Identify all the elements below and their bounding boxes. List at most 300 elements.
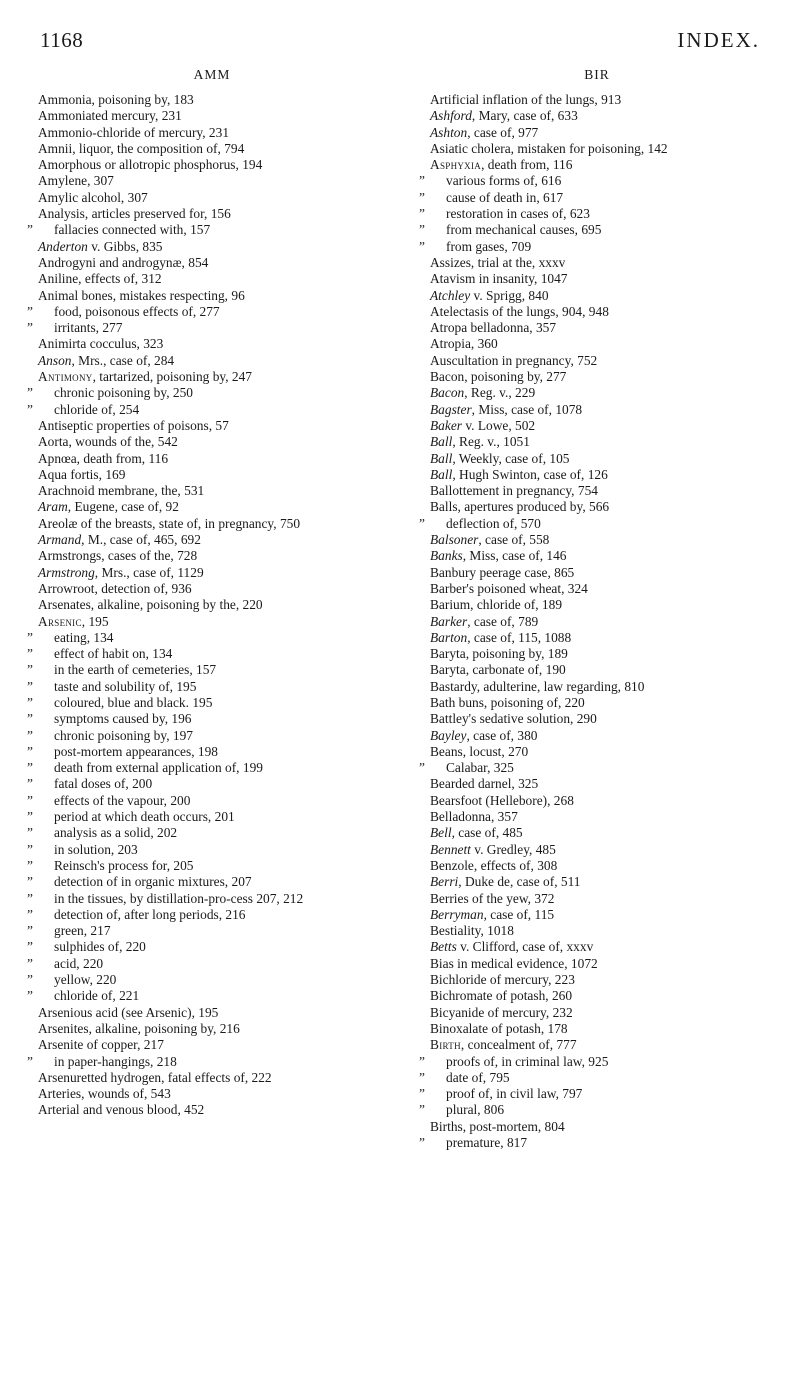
index-entry bbox=[38, 369, 386, 384]
index-entry-text: Atchley v. Sprigg, 840 bbox=[430, 287, 549, 303]
index-entry-text: Antiseptic properties of poisons, 57 bbox=[38, 417, 229, 433]
index-entry bbox=[38, 451, 386, 466]
index-entry-text: Amylene, 307 bbox=[38, 173, 114, 189]
entry-dash: ” bbox=[27, 857, 33, 873]
index-entry bbox=[27, 874, 386, 890]
index-entry-text: Berries of the yew, 372 bbox=[430, 890, 555, 906]
index-entry-text: Bell, case of, 485 bbox=[430, 825, 523, 841]
index-entry bbox=[38, 157, 386, 172]
index-entry bbox=[38, 532, 386, 547]
index-entry-text: fallacies connected with, 157 bbox=[54, 222, 211, 238]
index-entry-text: analysis as a solid, 202 bbox=[54, 825, 178, 841]
index-entry-text: irritants, 277 bbox=[54, 320, 123, 336]
index-entry bbox=[430, 907, 764, 922]
entry-dash: ” bbox=[27, 711, 33, 727]
index-entry-text: Ball, Reg. v., 1051 bbox=[430, 434, 530, 450]
entry-dash: ” bbox=[419, 1053, 425, 1069]
index-entry bbox=[27, 972, 386, 988]
right-column bbox=[412, 67, 764, 1151]
index-entry-text: Arrowroot, detection of, 936 bbox=[38, 580, 192, 596]
entry-dash: ” bbox=[27, 809, 33, 825]
index-entry-text: Bastardy, adulterine, law regarding, 810 bbox=[430, 678, 645, 694]
index-entry-text: date of, 795 bbox=[446, 1069, 510, 1085]
index-entry bbox=[430, 108, 764, 123]
entry-dash: ” bbox=[27, 841, 33, 857]
index-entry bbox=[430, 92, 764, 107]
index-entry-text: proofs of, in criminal law, 925 bbox=[446, 1053, 609, 1069]
index-entry bbox=[419, 1053, 764, 1069]
index-entry bbox=[419, 189, 764, 205]
index-entry-text: Armand, M., case of, 465, 692 bbox=[38, 532, 201, 548]
index-entry bbox=[27, 890, 386, 906]
index-entry bbox=[430, 336, 764, 351]
index-entry bbox=[430, 614, 764, 629]
index-entry-text: Reinsch's process for, 205 bbox=[54, 857, 194, 873]
index-entry-text: Calabar, 325 bbox=[446, 760, 514, 776]
index-entry-text: Balls, apertures produced by, 566 bbox=[430, 499, 610, 515]
index-entry bbox=[38, 1005, 386, 1020]
index-entry-text: Apnœa, death from, 116 bbox=[38, 450, 169, 466]
entry-dash: ” bbox=[27, 874, 33, 890]
entry-dash: ” bbox=[27, 988, 33, 1004]
index-entry-text: Bichloride of mercury, 223 bbox=[430, 972, 575, 988]
entry-dash: ” bbox=[419, 1086, 425, 1102]
right-entry-list bbox=[419, 92, 764, 1150]
index-entry-text: Berryman, case of, 115 bbox=[430, 906, 555, 922]
index-columns bbox=[27, 67, 766, 1151]
index-entry-text: Arterial and venous blood, 452 bbox=[38, 1102, 205, 1118]
index-entry-text: Ball, Hugh Swinton, case of, 126 bbox=[430, 466, 608, 482]
entry-dash: ” bbox=[27, 646, 33, 662]
index-entry bbox=[430, 874, 764, 889]
index-entry bbox=[430, 597, 764, 612]
index-entry-text: Aqua fortis, 169 bbox=[38, 466, 126, 482]
index-entry-text: Armstrongs, cases of the, 728 bbox=[38, 548, 198, 564]
index-entry bbox=[27, 694, 386, 710]
index-entry bbox=[430, 125, 764, 140]
entry-dash: ” bbox=[27, 401, 33, 417]
index-entry-text: in paper-hangings, 218 bbox=[54, 1053, 177, 1069]
entry-dash: ” bbox=[27, 760, 33, 776]
index-entry-text: Ballottement in pregnancy, 754 bbox=[430, 483, 598, 499]
entry-dash: ” bbox=[27, 385, 33, 401]
index-entry-text: Banks, Miss, case of, 146 bbox=[430, 548, 567, 564]
entry-dash: ” bbox=[419, 189, 425, 205]
index-entry bbox=[27, 760, 386, 776]
index-entry bbox=[27, 923, 386, 939]
index-entry bbox=[419, 1069, 764, 1085]
index-entry bbox=[430, 842, 764, 857]
index-entry-text: Armstrong, Mrs., case of, 1129 bbox=[38, 564, 204, 580]
index-entry-text: Atropa belladonna, 357 bbox=[430, 320, 557, 336]
index-entry-text: Ball, Weekly, case of, 105 bbox=[430, 450, 570, 466]
index-entry bbox=[419, 1135, 764, 1150]
index-entry-text: Bias in medical evidence, 1072 bbox=[430, 955, 598, 971]
index-entry bbox=[38, 353, 386, 368]
index-entry bbox=[430, 662, 764, 677]
index-entry bbox=[419, 1102, 764, 1118]
right-catchword: BIR bbox=[584, 67, 610, 82]
left-entry-list bbox=[27, 92, 386, 1118]
index-entry bbox=[430, 679, 764, 694]
index-entry-text: green, 217 bbox=[54, 923, 111, 939]
index-entry bbox=[430, 1021, 764, 1036]
index-entry bbox=[38, 255, 386, 270]
index-entry bbox=[38, 206, 386, 221]
entry-dash: ” bbox=[419, 206, 425, 222]
index-entry bbox=[430, 467, 764, 482]
index-entry-text: Amylic alcohol, 307 bbox=[38, 189, 148, 205]
index-entry-text: Bacon, poisoning by, 277 bbox=[430, 369, 567, 385]
index-entry bbox=[38, 141, 386, 156]
entry-dash: ” bbox=[27, 1053, 33, 1069]
index-entry-text: effect of habit on, 134 bbox=[54, 646, 173, 662]
index-entry bbox=[38, 92, 386, 107]
index-entry bbox=[27, 385, 386, 401]
index-entry bbox=[27, 809, 386, 825]
entry-dash: ” bbox=[27, 222, 33, 238]
entry-dash: ” bbox=[419, 222, 425, 238]
index-entry bbox=[430, 565, 764, 580]
index-entry bbox=[430, 858, 764, 873]
index-entry bbox=[430, 141, 764, 156]
index-entry bbox=[27, 1053, 386, 1069]
index-entry-text: cause of death in, 617 bbox=[446, 189, 564, 205]
index-entry bbox=[430, 271, 764, 286]
entry-dash: ” bbox=[27, 303, 33, 319]
index-entry bbox=[430, 809, 764, 824]
index-entry-text: effects of the vapour, 200 bbox=[54, 792, 191, 808]
index-entry bbox=[38, 288, 386, 303]
index-entry-text: food, poisonous effects of, 277 bbox=[54, 303, 220, 319]
index-entry bbox=[430, 776, 764, 791]
index-entry bbox=[38, 173, 386, 188]
index-entry bbox=[38, 548, 386, 563]
index-entry-text: Bicyanide of mercury, 232 bbox=[430, 1004, 573, 1020]
index-entry bbox=[430, 744, 764, 759]
index-entry-text: proof of, in civil law, 797 bbox=[446, 1086, 583, 1102]
index-entry bbox=[27, 825, 386, 841]
index-entry-text: Ammoniated mercury, 231 bbox=[38, 108, 182, 124]
index-entry-text: Battley's sedative solution, 290 bbox=[430, 711, 597, 727]
index-entry-text: Aorta, wounds of the, 542 bbox=[38, 434, 178, 450]
index-entry-text: Bagster, Miss, case of, 1078 bbox=[430, 401, 583, 417]
index-entry-text: Auscultation in pregnancy, 752 bbox=[430, 352, 598, 368]
entry-dash: ” bbox=[27, 743, 33, 759]
index-entry-text: Benzole, effects of, 308 bbox=[430, 857, 558, 873]
index-entry bbox=[430, 548, 764, 563]
index-entry-text: Anson, Mrs., case of, 284 bbox=[38, 352, 175, 368]
entry-dash: ” bbox=[419, 1069, 425, 1085]
index-entry-text: acid, 220 bbox=[54, 955, 104, 971]
index-entry-text: Ammonia, poisoning by, 183 bbox=[38, 92, 194, 107]
index-entry-text: Binoxalate of potash, 178 bbox=[430, 1020, 568, 1036]
index-entry-text: Bearsfoot (Hellebore), 268 bbox=[430, 792, 574, 808]
entry-dash: ” bbox=[27, 776, 33, 792]
index-entry bbox=[430, 255, 764, 270]
index-entry bbox=[430, 385, 764, 400]
entry-dash: ” bbox=[27, 678, 33, 694]
index-entry bbox=[430, 630, 764, 645]
index-entry bbox=[419, 760, 764, 776]
left-catchword: AMM bbox=[193, 67, 231, 82]
index-entry-text: deflection of, 570 bbox=[446, 515, 541, 531]
index-entry-text: Bayley, case of, 380 bbox=[430, 727, 538, 743]
index-entry bbox=[27, 988, 386, 1004]
index-entry-text: premature, 817 bbox=[446, 1135, 528, 1150]
index-entry bbox=[430, 483, 764, 498]
index-entry-text: Barber's poisoned wheat, 324 bbox=[430, 580, 588, 596]
index-entry-text: detection of in organic mixtures, 207 bbox=[54, 874, 252, 890]
index-entry-text: Barium, chloride of, 189 bbox=[430, 597, 563, 613]
entry-dash: ” bbox=[419, 238, 425, 254]
index-entry-text: Analysis, articles preserved for, 156 bbox=[38, 206, 231, 222]
index-entry-text: coloured, blue and black. 195 bbox=[54, 694, 213, 710]
entry-dash: ” bbox=[419, 1102, 425, 1118]
index-entry bbox=[38, 499, 386, 514]
page-header bbox=[34, 28, 766, 53]
entry-dash: ” bbox=[27, 939, 33, 955]
index-entry-text: Berri, Duke de, case of, 511 bbox=[430, 874, 581, 890]
index-entry-text: eating, 134 bbox=[54, 629, 114, 645]
index-entry-text: symptoms caused by, 196 bbox=[54, 711, 192, 727]
index-entry bbox=[27, 678, 386, 694]
index-entry-text: detection of, after long periods, 216 bbox=[54, 906, 246, 922]
index-entry-text: Arsenious acid (see Arsenic), 195 bbox=[38, 1004, 219, 1020]
index-entry bbox=[430, 369, 764, 384]
index-entry-text: chronic poisoning by, 250 bbox=[54, 385, 193, 401]
entry-dash: ” bbox=[27, 320, 33, 336]
index-entry bbox=[430, 320, 764, 335]
index-entry-text: Bestiality, 1018 bbox=[430, 923, 514, 939]
index-entry bbox=[430, 434, 764, 449]
index-entry bbox=[430, 923, 764, 938]
page-number: 1168 bbox=[40, 28, 84, 52]
entry-dash: ” bbox=[27, 890, 33, 906]
index-entry bbox=[38, 614, 386, 629]
index-entry-text: Androgyni and androgynæ, 854 bbox=[38, 254, 209, 270]
index-entry-text: Arsenites, alkaline, poisoning by, 216 bbox=[38, 1020, 240, 1036]
index-entry bbox=[430, 157, 764, 172]
index-entry bbox=[38, 418, 386, 433]
index-entry bbox=[27, 857, 386, 873]
index-entry-text: Assizes, trial at the, xxxv bbox=[430, 254, 566, 270]
index-entry bbox=[419, 515, 764, 531]
entry-dash: ” bbox=[419, 515, 425, 531]
index-entry bbox=[430, 939, 764, 954]
index-entry-text: Belladonna, 357 bbox=[430, 809, 518, 825]
index-entry-text: Bath buns, poisoning of, 220 bbox=[430, 694, 585, 710]
index-entry-text: Arsenuretted hydrogen, fatal effects of, 222 bbox=[38, 1069, 272, 1085]
index-entry-text: in solution, 203 bbox=[54, 841, 138, 857]
index-entry bbox=[430, 353, 764, 368]
index-entry bbox=[430, 418, 764, 433]
index-entry bbox=[38, 271, 386, 286]
entry-dash: ” bbox=[419, 173, 425, 189]
index-entry bbox=[27, 711, 386, 727]
index-entry-text: in the earth of cemeteries, 157 bbox=[54, 662, 217, 678]
index-entry bbox=[419, 1086, 764, 1102]
index-entry bbox=[38, 581, 386, 596]
index-entry bbox=[430, 988, 764, 1003]
index-entry-text: period at which death occurs, 201 bbox=[54, 809, 235, 825]
index-entry-text: post-mortem appearances, 198 bbox=[54, 743, 218, 759]
index-entry bbox=[38, 1070, 386, 1085]
index-entry-text: Birth, concealment of, 777 bbox=[430, 1037, 577, 1053]
index-entry bbox=[27, 320, 386, 336]
index-entry bbox=[27, 646, 386, 662]
index-entry bbox=[430, 695, 764, 710]
index-entry bbox=[430, 402, 764, 417]
index-entry bbox=[430, 581, 764, 596]
entry-dash: ” bbox=[419, 760, 425, 776]
index-entry bbox=[430, 891, 764, 906]
index-entry bbox=[38, 239, 386, 254]
index-entry-text: from gases, 709 bbox=[446, 238, 532, 254]
index-entry-text: Atavism in insanity, 1047 bbox=[430, 271, 568, 287]
index-entry-text: Banbury peerage case, 865 bbox=[430, 564, 575, 580]
index-entry-text: Amorphous or allotropic phosphorus, 194 bbox=[38, 157, 263, 173]
index-entry-text: Betts v. Clifford, case of, xxxv bbox=[430, 939, 594, 955]
index-entry bbox=[430, 728, 764, 743]
index-entry-text: Balsoner, case of, 558 bbox=[430, 532, 550, 548]
entry-dash: ” bbox=[27, 792, 33, 808]
index-entry bbox=[430, 825, 764, 840]
index-entry-text: Bacon, Reg. v., 229 bbox=[430, 385, 536, 401]
index-entry bbox=[430, 451, 764, 466]
index-entry bbox=[27, 906, 386, 922]
index-entry bbox=[38, 434, 386, 449]
index-entry bbox=[27, 303, 386, 319]
index-entry-text: yellow, 220 bbox=[54, 972, 117, 988]
index-entry-text: Asiatic cholera, mistaken for poisoning, 142 bbox=[430, 140, 668, 156]
index-entry bbox=[430, 956, 764, 971]
entry-dash: ” bbox=[27, 662, 33, 678]
index-entry-text: Bearded darnel, 325 bbox=[430, 776, 539, 792]
index-entry-text: Baryta, poisoning by, 189 bbox=[430, 646, 568, 662]
running-head: INDEX. bbox=[677, 28, 760, 52]
index-entry-text: chronic poisoning by, 197 bbox=[54, 727, 193, 743]
index-entry-text: Ashton, case of, 977 bbox=[430, 124, 539, 140]
index-entry-text: Antimony, tartarized, poisoning by, 247 bbox=[38, 369, 252, 385]
index-entry bbox=[38, 125, 386, 140]
index-entry-text: death from external application of, 199 bbox=[54, 760, 263, 776]
index-entry-text: fatal doses of, 200 bbox=[54, 776, 153, 792]
index-entry-text: Arsenic, 195 bbox=[38, 613, 109, 629]
entry-dash: ” bbox=[27, 629, 33, 645]
index-entry bbox=[27, 401, 386, 417]
index-entry bbox=[38, 1021, 386, 1036]
index-entry-text: Atropia, 360 bbox=[430, 336, 498, 352]
index-entry bbox=[419, 206, 764, 222]
index-entry bbox=[38, 483, 386, 498]
index-entry bbox=[27, 939, 386, 955]
index-entry-text: Anderton v. Gibbs, 835 bbox=[38, 238, 163, 254]
index-entry-text: chloride of, 254 bbox=[54, 401, 140, 417]
index-entry-text: Ammonio-chloride of mercury, 231 bbox=[38, 124, 230, 140]
index-entry-text: Arteries, wounds of, 543 bbox=[38, 1086, 171, 1102]
index-entry-text: Bennett v. Gredley, 485 bbox=[430, 841, 556, 857]
index-entry bbox=[38, 108, 386, 123]
index-entry-text: Beans, locust, 270 bbox=[430, 743, 529, 759]
index-entry-text: chloride of, 221 bbox=[54, 988, 140, 1004]
entry-dash: ” bbox=[27, 906, 33, 922]
index-entry-text: Animirta cocculus, 323 bbox=[38, 336, 164, 352]
index-entry-text: Arsenite of copper, 217 bbox=[38, 1037, 164, 1053]
index-entry bbox=[38, 1037, 386, 1052]
index-entry bbox=[38, 1086, 386, 1101]
index-entry bbox=[38, 1102, 386, 1117]
index-entry-text: Baryta, carbonate of, 190 bbox=[430, 662, 566, 678]
index-entry-text: Artificial inflation of the lungs, 913 bbox=[430, 92, 622, 107]
index-entry bbox=[430, 972, 764, 987]
index-entry bbox=[430, 793, 764, 808]
index-entry bbox=[430, 1005, 764, 1020]
index-entry-text: restoration in cases of, 623 bbox=[446, 206, 590, 222]
index-entry-text: sulphides of, 220 bbox=[54, 939, 146, 955]
entry-dash: ” bbox=[419, 1135, 425, 1150]
entry-dash: ” bbox=[27, 972, 33, 988]
entry-dash: ” bbox=[27, 923, 33, 939]
index-entry-text: plural, 806 bbox=[446, 1102, 505, 1118]
index-entry bbox=[38, 336, 386, 351]
index-entry bbox=[419, 238, 764, 254]
index-entry-text: Arsenates, alkaline, poisoning by the, 220 bbox=[38, 597, 263, 613]
index-entry-text: Arachnoid membrane, the, 531 bbox=[38, 483, 205, 499]
index-entry-text: from mechanical causes, 695 bbox=[446, 222, 602, 238]
index-entry-text: Ashford, Mary, case of, 633 bbox=[430, 108, 578, 124]
index-entry bbox=[27, 955, 386, 971]
index-entry bbox=[430, 1037, 764, 1052]
index-entry bbox=[38, 565, 386, 580]
index-entry-text: Amnii, liquor, the composition of, 794 bbox=[38, 140, 245, 156]
index-entry bbox=[38, 467, 386, 482]
index-entry bbox=[38, 190, 386, 205]
index-entry bbox=[430, 711, 764, 726]
index-entry-text: Barton, case of, 115, 1088 bbox=[430, 629, 572, 645]
index-entry bbox=[430, 1119, 764, 1134]
index-entry-text: Aniline, effects of, 312 bbox=[38, 271, 162, 287]
index-entry-text: Areolæ of the breasts, state of, in pregnancy, 750 bbox=[38, 515, 301, 531]
index-entry-text: taste and solubility of, 195 bbox=[54, 678, 197, 694]
index-entry bbox=[430, 499, 764, 514]
index-entry-text: Animal bones, mistakes respecting, 96 bbox=[38, 287, 245, 303]
index-entry bbox=[27, 629, 386, 645]
index-entry-text: Atelectasis of the lungs, 904, 948 bbox=[430, 303, 609, 319]
index-entry-text: Aram, Eugene, case of, 92 bbox=[38, 499, 179, 515]
index-entry-text: Baker v. Lowe, 502 bbox=[430, 417, 536, 433]
index-entry bbox=[27, 743, 386, 759]
index-entry bbox=[419, 173, 764, 189]
index-entry-text: Births, post-mortem, 804 bbox=[430, 1118, 565, 1134]
index-entry bbox=[27, 727, 386, 743]
index-entry bbox=[27, 662, 386, 678]
index-entry bbox=[27, 841, 386, 857]
entry-dash: ” bbox=[27, 955, 33, 971]
index-entry-text: Bichromate of potash, 260 bbox=[430, 988, 573, 1004]
index-entry bbox=[27, 222, 386, 238]
entry-dash: ” bbox=[27, 727, 33, 743]
index-entry bbox=[38, 516, 386, 531]
index-entry bbox=[38, 597, 386, 612]
index-entry bbox=[430, 646, 764, 661]
index-entry bbox=[430, 288, 764, 303]
index-entry bbox=[27, 776, 386, 792]
entry-dash: ” bbox=[27, 694, 33, 710]
index-entry-text: Barker, case of, 789 bbox=[430, 613, 539, 629]
index-entry-text: Asphyxia, death from, 116 bbox=[430, 157, 573, 173]
index-entry bbox=[430, 304, 764, 319]
